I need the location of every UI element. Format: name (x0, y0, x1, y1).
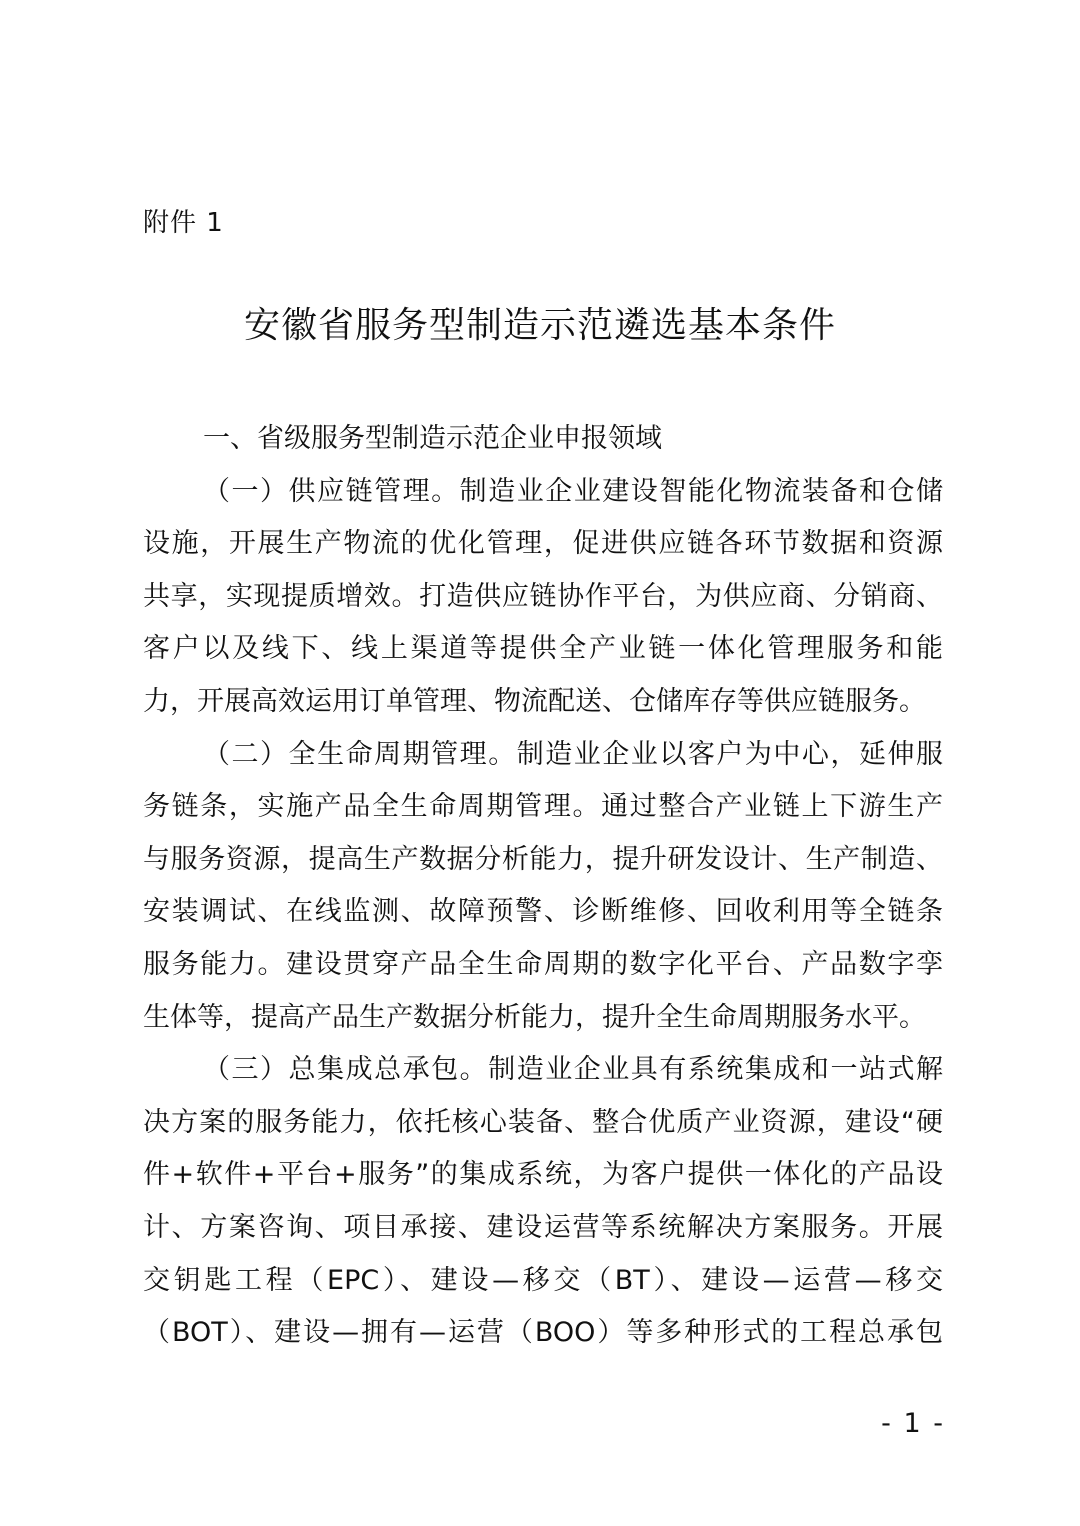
paragraph-line: 交钥匙工程（EPC）、建设—移交（BT）、建设—运营—移交 (143, 1264, 943, 1296)
document-title: 安徽省服务型制造示范遴选基本条件 (243, 305, 836, 346)
paragraph-line: 安装调试、在线监测、故障预警、诊断维修、回收利用等全链条 (143, 896, 943, 928)
paragraph-line: （三）总集成总承包。制造业企业具有系统集成和一站式解 (203, 1054, 943, 1086)
paragraph-line: 客户以及线下、线上渠道等提供全产业链一体化管理服务和能 (143, 633, 943, 665)
document-body (143, 413, 943, 1360)
paragraph-line: 生体等，提高产品生产数据分析能力，提升全生命周期服务水平。 (143, 1001, 926, 1033)
paragraph-line: 设施，开展生产物流的优化管理，促进供应链各环节数据和资源 (143, 528, 943, 560)
page-number: - 1 - (881, 1408, 945, 1439)
attachment-label: 附件 1 (143, 208, 224, 238)
paragraph-line: 与服务资源，提高生产数据分析能力，提升研发设计、生产制造、 (143, 843, 943, 875)
paragraph-line: （BOT）、建设—拥有—运营（BOO）等多种形式的工程总承包 (143, 1317, 943, 1349)
section-heading: 一、省级服务型制造示范企业申报领域 (203, 423, 662, 454)
paragraph-line: 决方案的服务能力，依托核心装备、整合优质产业资源，建设“硬 (143, 1106, 943, 1138)
paragraph-line: 件+软件+平台+服务”的集成系统，为客户提供一体化的产品设 (143, 1159, 943, 1191)
paragraph-supply-chain (143, 466, 943, 729)
paragraph-line: 务链条，实施产品全生命周期管理。通过整合产业链上下游生产 (143, 791, 943, 823)
paragraph-line: 共享，实现提质增效。打造供应链协作平台，为供应商、分销商、 (143, 580, 943, 612)
paragraph-line: 服务能力。建设贯穿产品全生命周期的数字化平台、产品数字孪 (143, 948, 943, 980)
paragraph-integration (143, 1044, 943, 1360)
paragraph-line: 计、方案咨询、项目承接、建设运营等系统解决方案服务。开展 (143, 1211, 943, 1243)
paragraph-line: （二）全生命周期管理。制造业企业以客户为中心，延伸服 (203, 738, 943, 770)
paragraph-line: （一）供应链管理。制造业企业建设智能化物流装备和仓储 (203, 475, 943, 507)
paragraph-line: 力，开展高效运用订单管理、物流配送、仓储库存等供应链服务。 (143, 685, 926, 717)
paragraph-lifecycle (143, 729, 943, 1045)
